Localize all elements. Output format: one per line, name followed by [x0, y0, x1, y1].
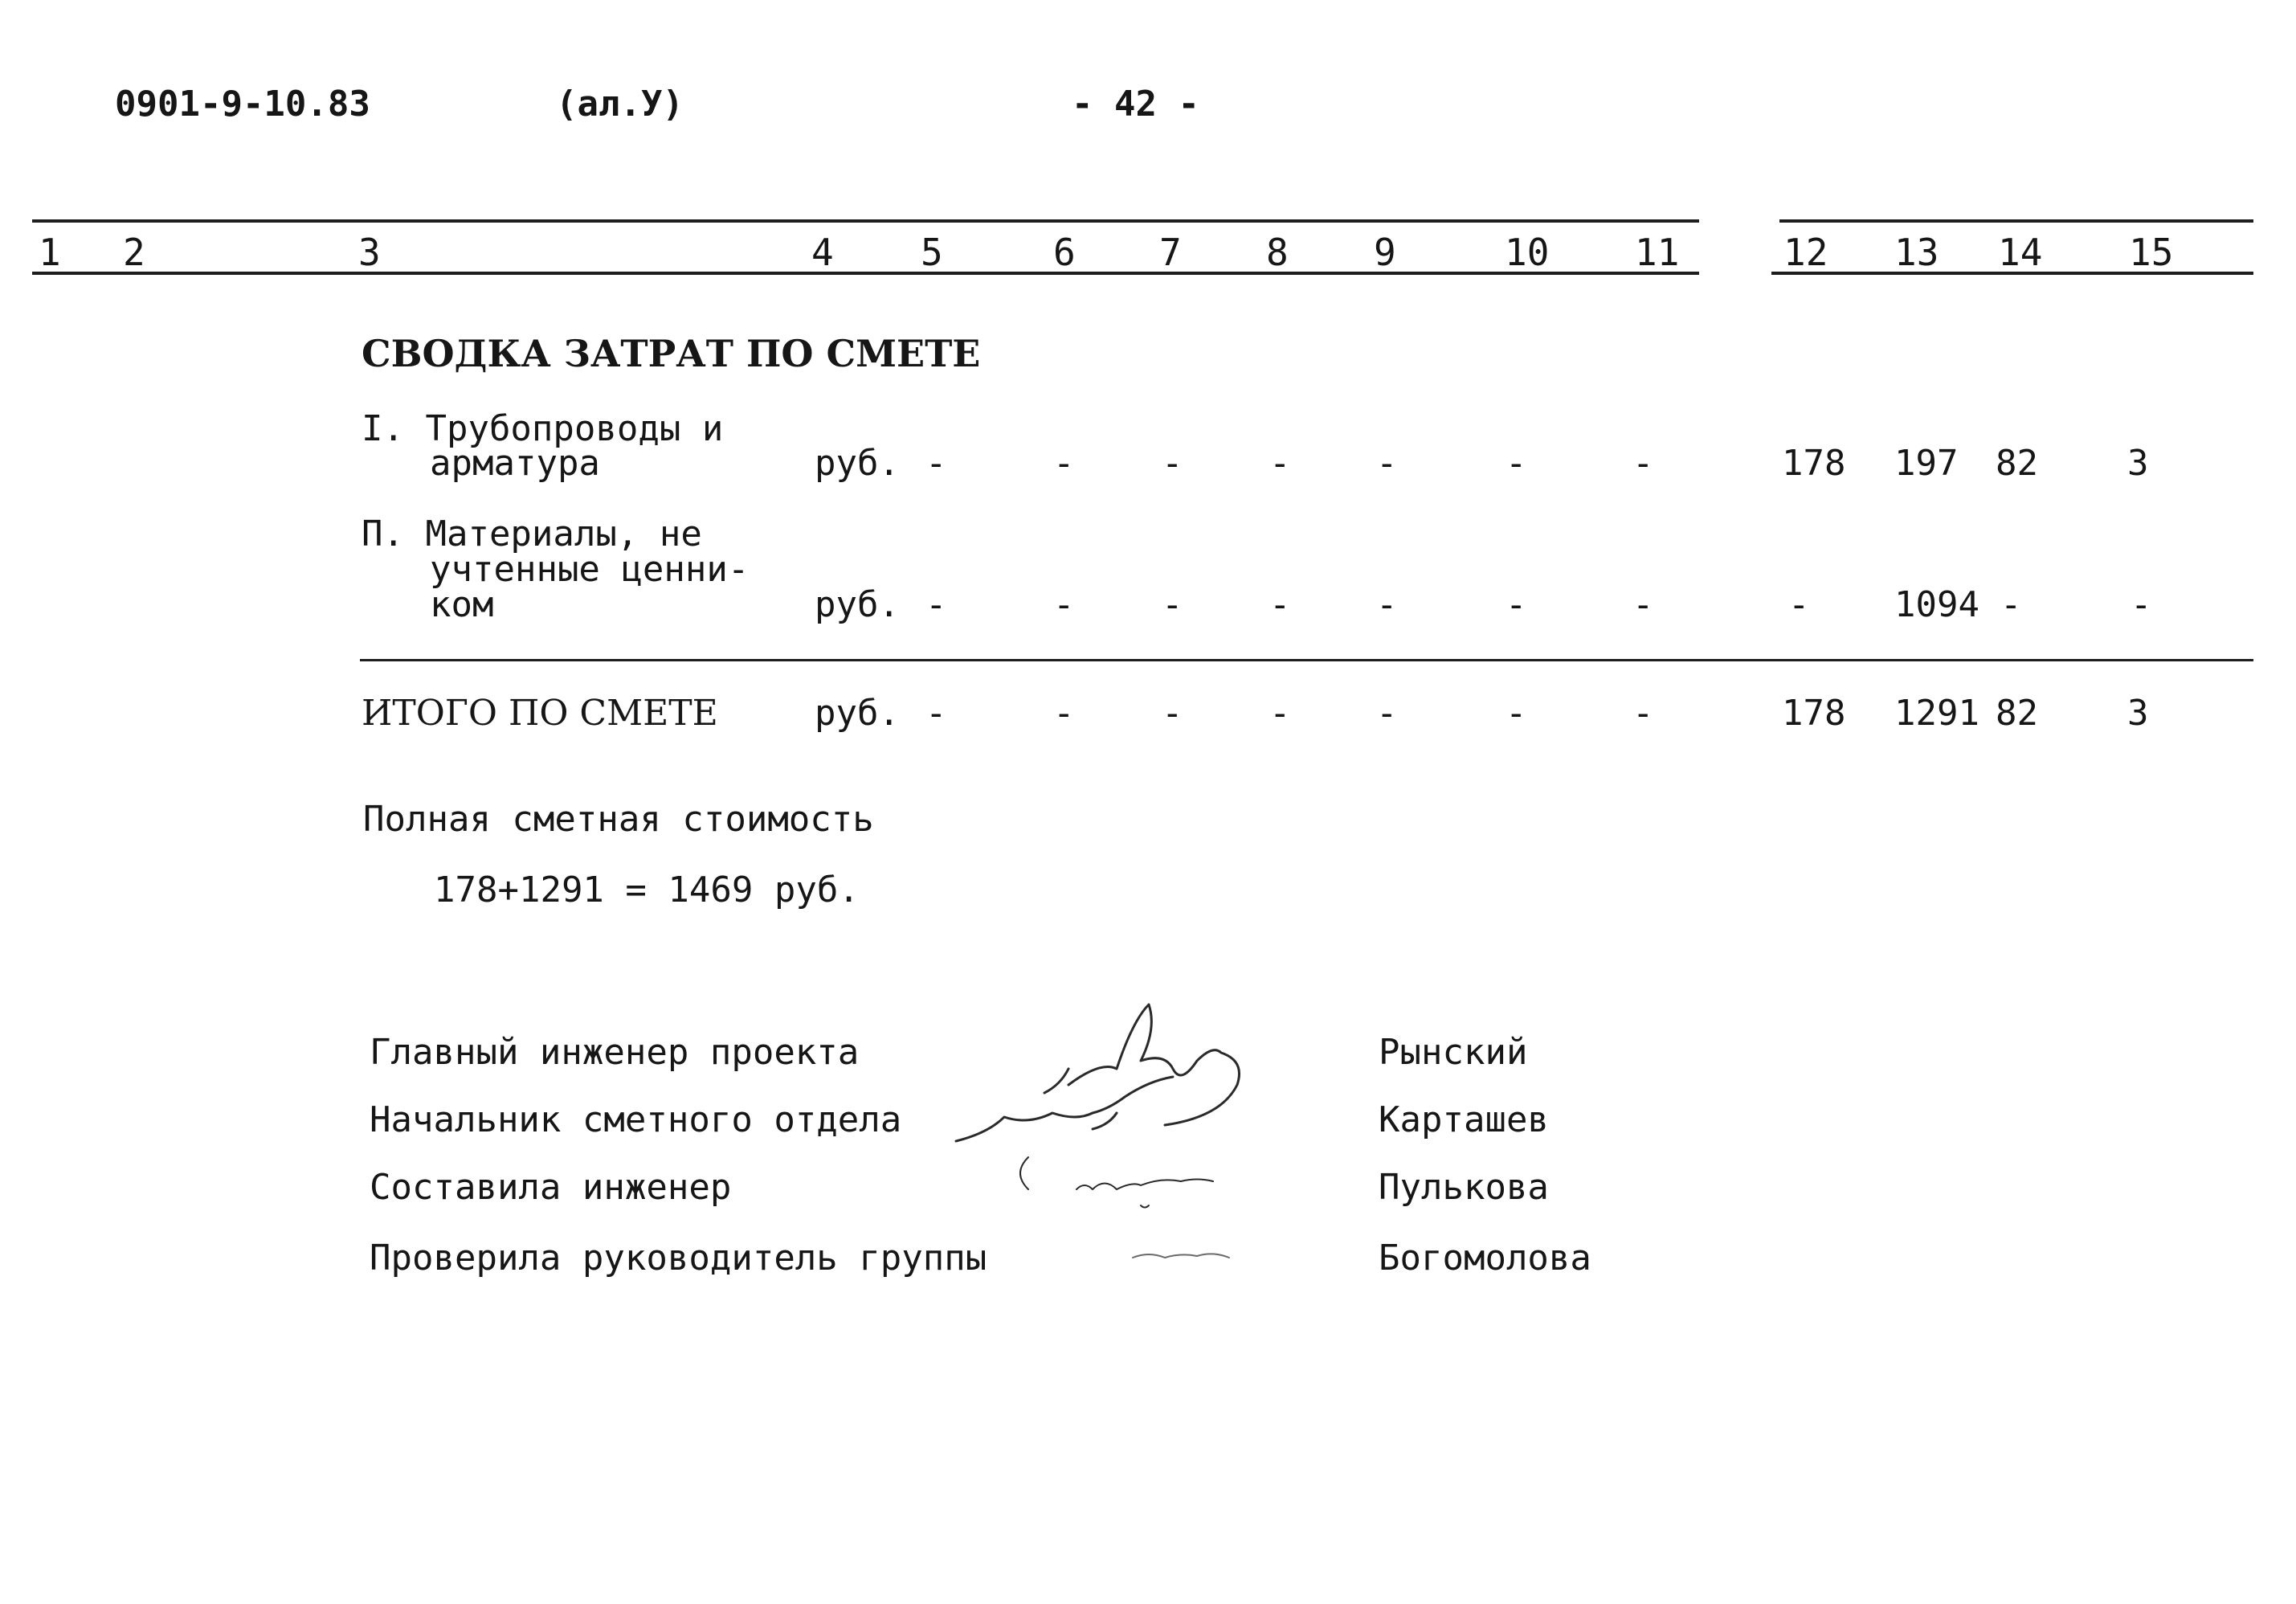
- document-code: 0901-9-10.83: [115, 84, 370, 125]
- row-label-line: I. Трубопроводы и: [362, 408, 724, 449]
- row-unit: руб.: [815, 443, 900, 484]
- top-rule-left: [32, 219, 1699, 223]
- row-unit: руб.: [815, 584, 900, 625]
- column-strip-rule-left: [32, 272, 1699, 275]
- column-number: 14: [1998, 231, 2043, 274]
- row-cell: -: [1632, 584, 1654, 625]
- row-cell: -: [1269, 584, 1291, 625]
- column-number: 13: [1894, 231, 1939, 274]
- total-cell: -: [1053, 693, 1075, 734]
- column-number: 15: [2129, 231, 2174, 274]
- column-number: 7: [1159, 231, 1182, 274]
- row-label-line: арматура: [430, 443, 600, 484]
- signature-stroke: [956, 1077, 1173, 1141]
- column-number: 3: [358, 231, 381, 274]
- total-cell: 178: [1782, 693, 1846, 734]
- column-number: 1: [39, 231, 61, 274]
- total-unit: руб.: [815, 693, 900, 734]
- column-number: 12: [1783, 231, 1828, 274]
- row-cell: -: [2000, 584, 2022, 625]
- row-cell: 197: [1894, 443, 1959, 484]
- summary-title: СВОДКА ЗАТРАТ ПО СМЕТЕ: [362, 332, 981, 375]
- album-number: (ал.У): [556, 84, 684, 125]
- signature-name: Рынский: [1379, 1032, 1528, 1073]
- total-cell: -: [1269, 693, 1291, 734]
- row-label-line: П. Материалы, не: [362, 514, 702, 554]
- total-cell: -: [925, 693, 947, 734]
- full-cost-label: Полная сметная стоимость: [363, 799, 874, 840]
- row-label-line: учтенные ценни-: [430, 549, 750, 590]
- full-cost-formula: 178+1291 = 1469 руб.: [434, 870, 860, 910]
- signature-stroke: [1020, 1157, 1213, 1208]
- row-cell: -: [1162, 443, 1183, 484]
- column-number: 11: [1635, 231, 1680, 274]
- row-cell: -: [925, 443, 947, 484]
- total-label: ИТОГО ПО СМЕТЕ: [362, 693, 718, 734]
- total-cell: -: [1632, 693, 1654, 734]
- column-number: 4: [811, 231, 834, 274]
- signature-role: Главный инженер проекта: [370, 1032, 860, 1073]
- signature-role: Составила инженер: [370, 1167, 732, 1208]
- signature-name: Пулькова: [1379, 1167, 1549, 1208]
- signature-stroke: [1133, 1254, 1229, 1258]
- row-cell: -: [2131, 584, 2152, 625]
- column-number: 10: [1505, 231, 1550, 274]
- row-cell: -: [925, 584, 947, 625]
- total-cell: 1291: [1894, 693, 1979, 734]
- signature-name: Богомолова: [1379, 1238, 1591, 1279]
- total-cell: -: [1376, 693, 1398, 734]
- row-cell: -: [1505, 443, 1527, 484]
- row-cell: -: [1269, 443, 1291, 484]
- row-cell: 3: [2127, 443, 2149, 484]
- total-separator-rule: [360, 659, 2253, 661]
- top-rule-right: [1779, 219, 2253, 223]
- row-cell: 1094: [1894, 584, 1979, 625]
- total-cell: 82: [1996, 693, 2038, 734]
- row-cell: -: [1162, 584, 1183, 625]
- row-cell: -: [1788, 584, 1810, 625]
- total-cell: 3: [2127, 693, 2149, 734]
- row-cell: -: [1053, 584, 1075, 625]
- signature-name: Карташев: [1379, 1099, 1549, 1140]
- row-cell: -: [1505, 584, 1527, 625]
- column-strip-rule-right: [1771, 272, 2253, 275]
- total-cell: -: [1162, 693, 1183, 734]
- column-number: 6: [1053, 231, 1076, 274]
- column-number: 9: [1374, 231, 1396, 274]
- column-number: 5: [921, 231, 943, 274]
- total-cell: -: [1505, 693, 1527, 734]
- handwritten-signatures: [948, 988, 1382, 1294]
- row-cell: -: [1053, 443, 1075, 484]
- row-cell: 82: [1996, 443, 2038, 484]
- row-cell: 178: [1782, 443, 1846, 484]
- signature-role: Проверила руководитель группы: [370, 1238, 987, 1279]
- row-label-line: ком: [430, 584, 494, 625]
- column-number: 8: [1266, 231, 1289, 274]
- signature-role: Начальник сметного отдела: [370, 1099, 902, 1140]
- column-number: 2: [123, 231, 145, 274]
- signature-stroke: [1044, 1005, 1240, 1125]
- row-cell: -: [1376, 443, 1398, 484]
- row-cell: -: [1632, 443, 1654, 484]
- row-cell: -: [1376, 584, 1398, 625]
- page-number: - 42 -: [1072, 84, 1199, 125]
